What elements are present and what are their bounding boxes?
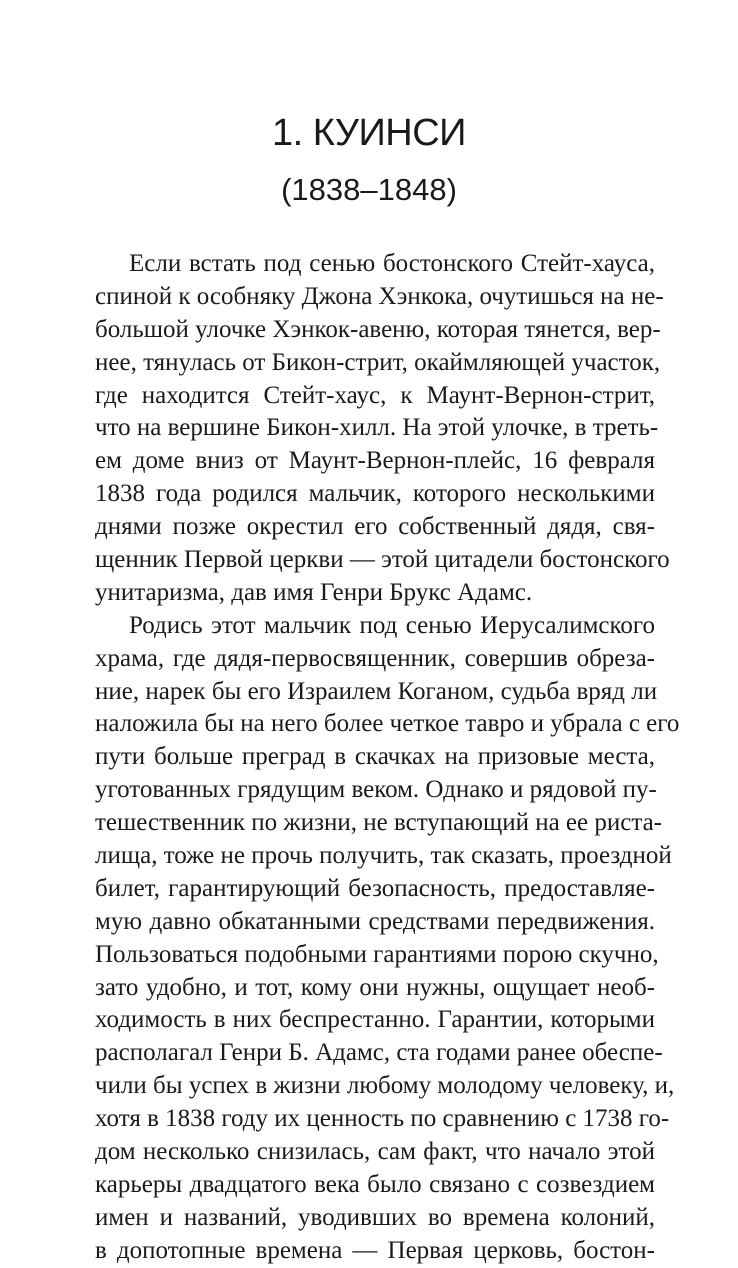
text-line: ние, нарек бы его Израилем Коганом, судьба вряд ли [95,677,658,705]
text-line: зато удобно, и тот, кому они нужны, ощущает необ- [95,973,655,1001]
text-line: лища, тоже не прочь получить, так сказать, проездной [95,842,672,870]
text-line: что на вершине Бикон-хилл. На этой улочке, в треть- [95,414,659,442]
chapter-title: 1. КУИНСИ [272,112,466,154]
text-line: где находится Стейт-хаус, к Маунт-Вернон-стрит, [95,381,655,409]
text-line: тешественник по жизни, не вступающий на ее риста- [95,809,662,837]
body-text [95,248,680,1268]
text-line: в допотопные времена — Первая церковь, бостон- [95,1236,655,1264]
text-line: спиной к особняку Джона Хэнкока, очутишься на не- [95,282,664,310]
text-line: храма, где дядя-первосвященник, совершив обреза- [95,644,655,672]
text-line: располагал Генри Б. Адамс, ста годами ранее обеспе- [95,1039,663,1067]
text-line: дом несколько снизилась, сам факт, что начало этой [95,1138,655,1166]
text-line: ем доме вниз от Маунт-Вернон-плейс, 16 февраля [95,447,655,475]
text-line: билет, гарантирующий безопасность, предоставляе- [95,874,655,902]
paragraph [95,248,670,610]
text-line: Если встать под сенью бостонского Стейт-хауса, [129,250,655,277]
text-line: унитаризма, дав имя Генри Брукс Адамс. [95,578,533,606]
text-line: 1838 года родился мальчик, которого несколькими [95,480,655,508]
text-line: уготованных грядущим веком. Однако и рядовой пу- [95,776,657,804]
text-line: пути больше преград в скачках на призовые места, [95,743,655,771]
text-line: большой улочке Хэнкок-авеню, которая тянется, вер- [95,315,661,343]
text-line: хотя в 1838 году их ценность по сравнению с 1738 го- [95,1105,670,1133]
text-line: нее, тянулась от Бикон-стрит, окаймляющей участок, [95,348,661,376]
chapter-years: (1838–1848) [281,172,457,207]
text-line: днями позже окрестил его собственный дядя, свя- [95,513,655,541]
text-line: наложила бы на него более четкое тавро и убрала с его [95,710,680,738]
text-line: мую давно обкатанными средствами передвижения. [95,907,655,935]
text-line: Пользоваться подобными гарантиями порою скучно, [95,940,659,968]
paragraph [95,610,680,1268]
text-line: ходимость в них беспрестанно. Гарантии, которыми [95,1006,655,1034]
text-line: карьеры двадцатого века было связано с созвездием [95,1170,655,1198]
text-line: щенник Первой церкви — этой цитадели бостонского [95,546,670,574]
text-line: имен и названий, уводивших во времена колоний, [95,1203,655,1231]
text-line: чили бы успех в жизни любому молодому человеку, и, [95,1072,675,1100]
text-line: Родись этот мальчик под сенью Иерусалимского [129,611,655,639]
